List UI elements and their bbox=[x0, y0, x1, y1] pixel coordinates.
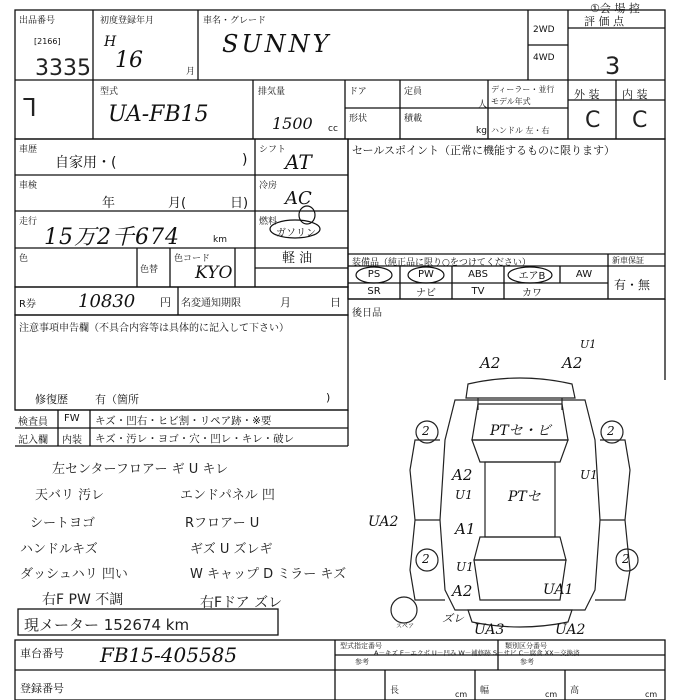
tire-front-left: 2 bbox=[422, 424, 430, 438]
shift-value: AT bbox=[285, 150, 312, 174]
equip-pw: PW bbox=[418, 269, 434, 280]
equip-aw: AW bbox=[575, 269, 593, 280]
model-value: UA-FB15 bbox=[108, 102, 209, 127]
repair-history-value: 有（箇所 bbox=[95, 393, 139, 406]
score-label: 評 価 点 bbox=[584, 15, 624, 28]
equip-airbag: エアB bbox=[518, 271, 546, 282]
ac-value: AC bbox=[285, 188, 312, 209]
mileage-value: 15万2千674 bbox=[44, 225, 180, 250]
color-label: 色 bbox=[19, 254, 29, 264]
remark-4b: ギズ U ズレギ bbox=[190, 542, 273, 557]
notes-label: 注意事項申告欄（不具合内容等は具体的に記入して下さい） bbox=[19, 323, 289, 334]
class-number-ref: 参考 bbox=[520, 658, 534, 666]
row2-mark: ᒣ bbox=[22, 94, 37, 122]
transfer-month: 月 bbox=[280, 296, 291, 309]
width-label: 幅 bbox=[480, 686, 490, 696]
after-items-label: 後日品 bbox=[352, 308, 382, 319]
transfer-day: 日 bbox=[330, 296, 341, 309]
tire-front-right: 2 bbox=[607, 424, 615, 438]
handle-label: ハンドル 左・右 bbox=[491, 126, 550, 135]
capacity-label: 定員 bbox=[404, 87, 423, 97]
remark-6b: 右Fドア ズレ bbox=[200, 595, 283, 611]
exterior-grade: C bbox=[585, 108, 601, 133]
equip-tv: TV bbox=[471, 285, 485, 297]
door-label: ドア bbox=[349, 87, 367, 97]
equip-navi: ナビ bbox=[416, 287, 436, 299]
chassis-value: FB15-405585 bbox=[100, 643, 238, 667]
fuel-diesel: 軽 油 bbox=[282, 251, 313, 266]
tire-rear-left: 2 bbox=[422, 552, 430, 566]
mark-left-u1: U1 bbox=[455, 488, 473, 502]
equip-ps: PS bbox=[367, 269, 381, 280]
fuel-gasoline: ガソリン bbox=[276, 228, 316, 239]
dealer-label: ディーラー・並行 bbox=[491, 85, 555, 94]
exterior-label: 外 装 bbox=[574, 88, 600, 101]
lot-number: 3335 bbox=[35, 56, 91, 81]
spare-tire-label: スペア bbox=[396, 623, 415, 630]
mark-bottom-zure: ズレ bbox=[442, 612, 464, 625]
tire-rear-right: 2 bbox=[622, 552, 630, 566]
color-change-label: 色替 bbox=[140, 265, 159, 275]
drive-4wd: 4WD bbox=[533, 53, 555, 63]
era: H bbox=[104, 34, 117, 50]
load-label: 積載 bbox=[404, 114, 423, 124]
color-code-label: 色コード bbox=[174, 254, 211, 264]
repair-history-close: ) bbox=[326, 391, 331, 404]
reg-year: 16 bbox=[115, 48, 143, 73]
history-label: 車歴 bbox=[19, 145, 38, 155]
remark-3b: Rフロアー U bbox=[185, 516, 260, 531]
recycle-label: R券 bbox=[19, 299, 36, 310]
new-reg-value: 有・無 bbox=[614, 278, 651, 292]
history-usage: 自家用・( bbox=[55, 155, 117, 171]
lot-label: 出品番号 bbox=[19, 16, 56, 26]
length-label: 長 bbox=[390, 686, 400, 696]
inspector-row2: キズ・汚レ・ヨゴ・穴・凹レ・キレ・破レ bbox=[95, 433, 295, 445]
mark-left-rear-a2: A2 bbox=[452, 582, 473, 600]
remark-6a: 右F PW 不調 bbox=[42, 592, 124, 608]
interior-grade: C bbox=[632, 108, 648, 133]
month-mark: 月 bbox=[186, 67, 196, 77]
width-unit: cm bbox=[545, 690, 558, 699]
ac-label: 冷房 bbox=[259, 181, 278, 191]
model-year-label: モデル年式 bbox=[491, 97, 531, 106]
mark-left-a2: A2 bbox=[452, 466, 473, 484]
inspector-label: 検査員 bbox=[18, 417, 48, 428]
equip-abs: ABS bbox=[468, 269, 488, 280]
equip-leather: カワ bbox=[522, 287, 542, 299]
inspector-entry-label: 記入欄 bbox=[18, 435, 48, 446]
remark-4a: ハンドルキズ bbox=[20, 542, 98, 557]
mark-windshield: PTセ・ビ bbox=[490, 423, 551, 439]
color-code-value: KYO bbox=[195, 263, 233, 283]
sales-point-label: セールスポイント（正常に機能するものに限ります） bbox=[352, 144, 616, 157]
type-number-label: 型式指定番号 bbox=[340, 642, 382, 650]
capacity-unit: 人 bbox=[478, 100, 488, 110]
first-reg-label: 初度登録年月 bbox=[100, 16, 155, 26]
venue-copy-label: ①会 場 控 bbox=[590, 2, 640, 15]
recycle-value: 10830 bbox=[78, 291, 136, 312]
mark-left-a1: A1 bbox=[455, 520, 476, 538]
inspector-row1: キズ・凹右・ヒビ割・リペア跡・※要 bbox=[95, 415, 272, 427]
height-label: 高 bbox=[570, 686, 580, 696]
odometer-remark: 現メーター 152674 km bbox=[24, 616, 190, 634]
mark-right-ua1: UA1 bbox=[543, 582, 574, 598]
remark-5b: W キャップ D ミラー キズ bbox=[190, 567, 347, 582]
mark-bottom-ua2: UA2 bbox=[555, 622, 586, 638]
fuel-label: 燃料 bbox=[259, 217, 278, 227]
remark-5a: ダッシュハリ 凹い bbox=[20, 567, 128, 582]
remark-3a: シートヨゴ bbox=[30, 516, 96, 531]
remark-2b: エンドパネル 凹 bbox=[180, 488, 275, 503]
inspection-year: 年 bbox=[102, 196, 116, 211]
car-name: SUNNY bbox=[222, 30, 332, 58]
registration-label: 登録番号 bbox=[20, 682, 64, 695]
class-number-label: 類別区分番号 bbox=[505, 642, 547, 650]
mark-roof: PTセ bbox=[508, 489, 541, 505]
mark-left-ua2: UA2 bbox=[368, 514, 399, 530]
displacement-value: 1500 bbox=[272, 114, 313, 133]
new-reg-label: 新車保証 bbox=[612, 256, 644, 265]
mark-left-lower-u1: U1 bbox=[456, 560, 474, 574]
interior-label: 内 装 bbox=[622, 88, 648, 101]
shift-label: シフト bbox=[259, 145, 287, 155]
chassis-label: 車台番号 bbox=[20, 647, 64, 660]
recycle-yen: 円 bbox=[160, 296, 171, 309]
model-label: 型式 bbox=[100, 87, 119, 97]
inspector-interior: 内装 bbox=[62, 435, 82, 446]
equipment-label: 装備品（純正品に限り○をつけてください） bbox=[352, 258, 531, 268]
car-name-label: 車名・グレード bbox=[203, 16, 267, 26]
mark-top-a2-right: A2 bbox=[562, 354, 583, 372]
length-unit: cm bbox=[455, 690, 468, 699]
load-unit: kg bbox=[476, 126, 487, 136]
inspector-fw: FW bbox=[64, 413, 80, 424]
remark-2a: 天バリ 汚レ bbox=[35, 488, 105, 503]
type-number-ref: 参考 bbox=[355, 658, 369, 666]
remark-1: 左センターフロアー ギ U キレ bbox=[52, 462, 229, 477]
lot-sub: [2166] bbox=[34, 37, 61, 46]
shape-label: 形状 bbox=[349, 114, 368, 124]
repair-history-label: 修復歴 bbox=[35, 393, 68, 406]
drive-2wd: 2WD bbox=[533, 25, 555, 35]
transfer-deadline-label: 名変通知期限 bbox=[181, 298, 241, 309]
mark-bottom-ua3: UA3 bbox=[474, 622, 505, 638]
mark-top-a2-left: A2 bbox=[480, 354, 501, 372]
mark-top-u1: U1 bbox=[580, 338, 597, 351]
mark-right-u1: U1 bbox=[580, 468, 598, 482]
inspection-day: 日) bbox=[230, 196, 249, 211]
displacement-label: 排気量 bbox=[258, 87, 286, 97]
mileage-label: 走行 bbox=[19, 217, 38, 227]
score: 3 bbox=[605, 52, 621, 80]
inspection-month: 月( bbox=[168, 196, 187, 211]
mileage-unit: km bbox=[213, 235, 227, 245]
inspection-label: 車検 bbox=[19, 181, 38, 191]
damage-legend: A－キズ E－エクボ U－凹み W－補修跡 S－サビ C－腐食 XX－交換済 bbox=[374, 649, 580, 657]
height-unit: cm bbox=[645, 690, 658, 699]
equip-sr: SR bbox=[367, 285, 381, 297]
history-close: ) bbox=[242, 152, 248, 168]
displacement-unit: cc bbox=[328, 124, 338, 134]
